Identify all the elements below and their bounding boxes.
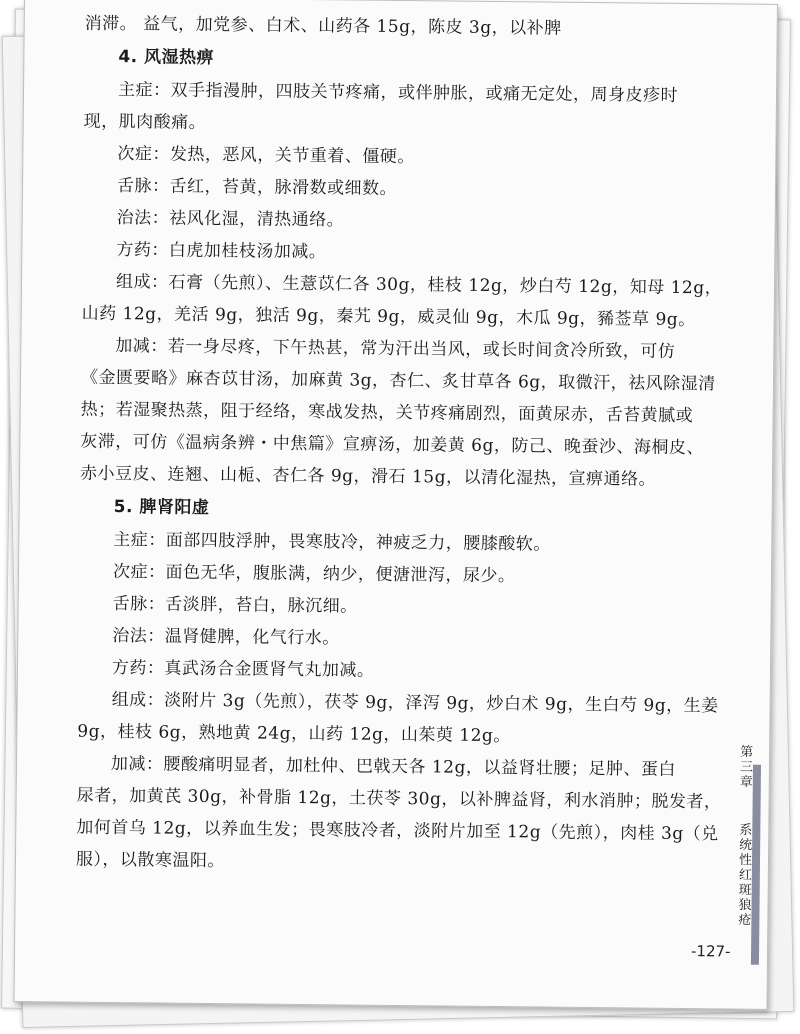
text-line: 服），以散寒温阳。: [75, 849, 226, 872]
text-line: 次症：面色无华，腹胀满，纳少，便溏泄泻，尿少。: [112, 562, 516, 587]
text-line: 方药：白虎加桂枝汤加减。: [116, 240, 327, 263]
text-line: 舌脉：舌红，苔黄，脉滑数或细数。: [116, 176, 398, 199]
text-line: 治法：祛风化湿，清热通络。: [116, 208, 345, 231]
chapter-title: 系统性红斑狼疮: [735, 822, 752, 928]
text-line: 尿者，加黄芪 30g，补骨脂 12g，土茯苓 30g，以补脾益肾，利水消肿；脱发者，: [76, 785, 722, 813]
text-line: 9g，桂枝 6g，熟地黄 24g，山药 12g，山茱萸 12g。: [77, 721, 511, 747]
text-line: 热；若湿聚热蒸，阻于经络，寒战发热，关节疼痛剧烈，面黄尿赤，舌苔黄腻或: [80, 399, 694, 427]
text-line: 加何首乌 12g，以养血生发；畏寒肢冷者，淡附片加至 12g（先煎），肉桂 3g（兑: [76, 817, 719, 845]
book-page: [13, 0, 777, 1010]
text-line: 现，肌肉酸痛。: [83, 111, 207, 133]
text-line: 主症：双手指漫肿，四肢关节疼痛，或伴肿胀，或痛无定处，周身皮疹时: [117, 80, 679, 106]
page-edge-stripe: [751, 765, 761, 965]
text-line: 加减：若一身尽疼，下午热甚，常为汗出当风，或长时间贪冷所致，可仿: [115, 336, 676, 362]
text-line: 加减：腰酸痛明显者，加杜仲、巴戟天各 12g，以益肾壮腰；足肿、蛋白: [110, 754, 676, 780]
text-line: 主症：面部四肢浮肿，畏寒肢冷，神疲乏力，腰膝酸软。: [113, 530, 551, 555]
text-line: 次症：发热，恶风，关节重着、僵硬。: [117, 144, 415, 168]
section-heading: 4. 风湿热痹: [118, 47, 215, 69]
text-line: 舌脉：舌淡胖，苔白，脉沉细。: [112, 594, 358, 617]
text-line: 赤小豆皮、连翘、山栀、杏仁各 9g，滑石 15g，以清化湿热，宣痹通络。: [79, 463, 657, 490]
text-line: 方药：真武汤合金匮肾气丸加减。: [111, 658, 375, 681]
text-line: 消滞。 益气，加党参、白术、山药各 15g，陈皮 3g，以补脾: [84, 13, 562, 39]
chapter-label: 第三章: [736, 744, 753, 790]
page-number: -127-: [690, 942, 731, 961]
text-line: 组成：淡附片 3g（先煎），茯苓 9g，泽泻 9g，炒白术 9g，生白芍 9g，生姜: [111, 690, 719, 717]
text-line: 山药 12g，羌活 9g，独活 9g，秦艽 9g，威灵仙 9g，木瓜 9g，豨莶草 9g。: [81, 303, 696, 331]
text-line: 《金匮要略》麻杏苡甘汤，加麻黄 3g，杏仁、炙甘草各 6g，取微汗，祛风除湿清: [80, 367, 716, 395]
text-line: 灰滞，可仿《温病条辨・中焦篇》宣痹汤，加姜黄 6g，防己、晚蚕沙、海桐皮、: [80, 431, 705, 459]
body-text: [76, 8, 735, 883]
section-heading: 5. 脾肾阳虚: [113, 497, 210, 519]
text-line: 治法：温肾健脾，化气行水。: [112, 626, 340, 649]
text-line: 组成：石膏（先煎）、生薏苡仁各 30g，桂枝 12g，炒白芍 12g，知母 12g，: [115, 272, 723, 299]
